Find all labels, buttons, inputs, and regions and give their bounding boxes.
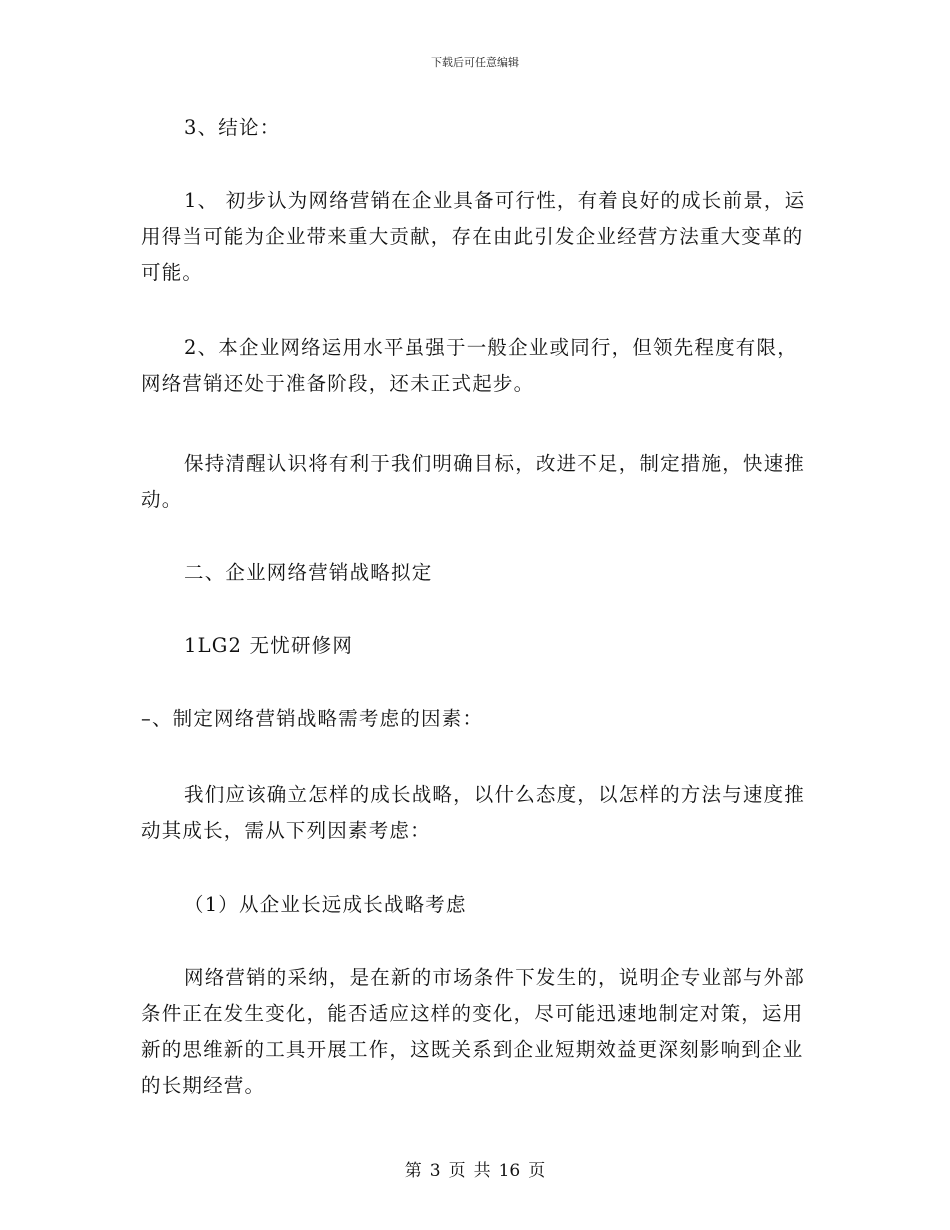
paragraph-growth-strategy: 我们应该确立怎样的成长战略，以什么态度，以怎样的方法与速度推动其成长，需从下列因素考虑：: [141, 783, 806, 842]
page-header-note: 下载后可任意编辑: [431, 56, 519, 69]
footer-suffix: 页: [528, 1161, 546, 1181]
paragraph-source-note: 1LG2 无忧研修网: [184, 634, 354, 657]
subsection-heading-factors: –、制定网络营销战略需考虑的因素：: [141, 707, 484, 730]
paragraph-conclusion-1: 1、 初步认为网络营销在企业具备可行性，有着良好的成长前景，运用得当可能为企业带来重大贡献，存在由此引发企业经营方法重大变革的可能。: [141, 189, 806, 284]
footer-page-label: 页: [448, 1161, 466, 1181]
paragraph-network-marketing: 网络营销的采纳，是在新的市场条件下发生的，说明企专业部与外部条件正在发生变化，能否适应这样的变化，尽可能迅速地制定对策，运用新的思维新的工具开展工作，这既关系到企业短期效益更深刻影响到企业的长期经营。: [141, 966, 806, 1097]
footer-total-label: 共: [473, 1161, 491, 1181]
paragraph-keep-aware: 保持清醒认识将有利于我们明确目标，改进不足，制定措施，快速推动。: [141, 452, 806, 511]
section-heading-strategy: 二、企业网络营销战略拟定: [184, 561, 433, 584]
page-footer: [0, 1156, 950, 1181]
paragraph-conclusion-2: 2、本企业网络运用水平虽强于一般企业或同行，但领先程度有限，网络营销还处于准备阶段，还未正式起步。: [141, 336, 798, 395]
footer-current-page: 3: [429, 1161, 441, 1181]
footer-prefix: 第: [404, 1161, 422, 1181]
footer-total-pages: 16: [498, 1161, 521, 1181]
list-item-long-term: （1）从企业长远成长战略考虑: [184, 893, 467, 916]
paragraph-conclusion-heading: 3、结论：: [184, 116, 281, 139]
